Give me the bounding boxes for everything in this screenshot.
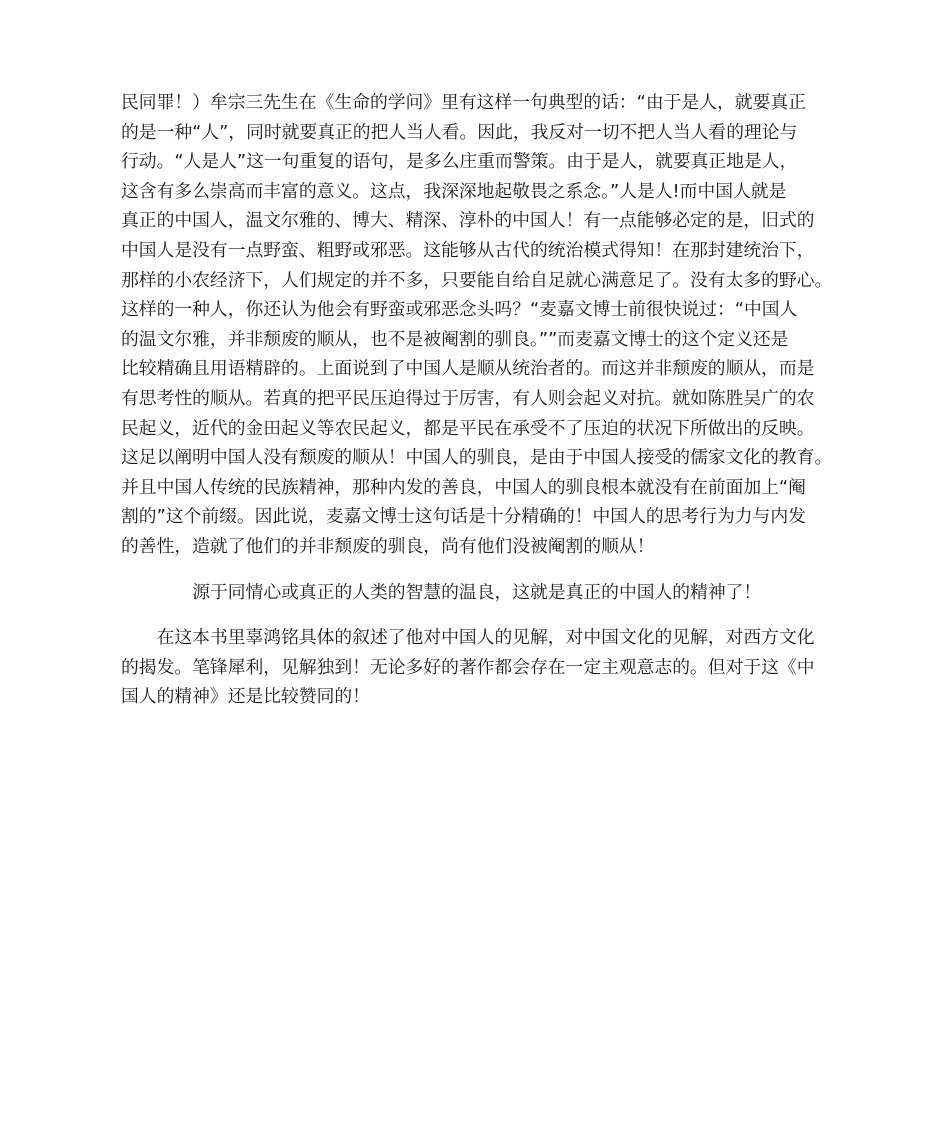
text-line: 的温文尔雅，并非颓废的顺从，也不是被阉割的驯良。””而麦嘉文博士的这个定义还是 <box>121 328 789 350</box>
text-line: 的揭发。笔锋犀利，见解独到！无论多好的著作都会存在一定主观意志的。但对于这《中 <box>121 656 815 678</box>
text-line: 有思考性的顺从。若真的把平民压迫得过于厉害，有人则会起义对抗。就如陈胜吴广的农 <box>121 387 815 409</box>
text-line: 行动。“人是人”这一句重复的语句，是多么庄重而警策。由于是人，就要真正地是人， <box>121 151 798 173</box>
text-line: 的是一种“人”，同时就要真正的把人当人看。因此，我反对一切不把人当人看的理论与 <box>121 121 798 143</box>
document-page <box>121 88 833 712</box>
paragraph-3 <box>121 623 833 712</box>
text-line: 在这本书里辜鸿铭具体的叙述了他对中国人的见解，对中国文化的见解，对西方文化 <box>156 627 815 649</box>
text-line: 这样的一种人，你还认为他会有野蛮或邪恶念头吗？“麦嘉文博士前很快说过：“中国人 <box>121 299 798 321</box>
text-line: 民起义，近代的金田起义等农民起义，都是平民在承受不了压迫的状况下所做出的反映。 <box>121 417 815 439</box>
text-line: 割的”这个前缀。因此说，麦嘉文博士这句话是十分精确的！中国人的思考行为力与内发 <box>121 506 806 528</box>
text-line: 的善性，造就了他们的并非颓废的驯良，尚有他们没被阉割的顺从！ <box>121 535 655 557</box>
text-line: 源于同情心或真正的人类的智慧的温良，这就是真正的中国人的精神了！ <box>192 581 762 603</box>
text-line: 中国人是没有一点野蛮、粗野或邪恶。这能够从古代的统治模式得知！在那封建统治下， <box>121 239 815 261</box>
paragraph-2 <box>121 578 833 608</box>
text-line: 这含有多么崇高而丰富的意义。这点，我深深地起敬畏之系念。”人是人!而中国人就是 <box>121 180 787 202</box>
text-line: 比较精确且用语精辟的。上面说到了中国人是顺从统治者的。而这并非颓废的顺从，而是 <box>121 358 815 380</box>
text-line: 这足以阐明中国人没有颓废的顺从！中国人的驯良，是由于中国人接受的儒家文化的教育。 <box>121 447 833 469</box>
text-line: 民同罪！）牟宗三先生在《生命的学问》里有这样一句典型的话：“由于是人，就要真正 <box>121 92 806 113</box>
paragraph-1 <box>121 88 833 562</box>
text-line: 真正的中国人，温文尔雅的、博大、精深、淳朴的中国人！有一点能够必定的是，旧式的 <box>121 210 815 232</box>
text-line: 国人的精神》还是比较赞同的！ <box>121 686 370 708</box>
text-line: 那样的小农经济下，人们规定的并不多，只要能自给自足就心满意足了。没有太多的野心。 <box>121 269 833 291</box>
text-line: 并且中国人传统的民族精神，那种内发的善良，中国人的驯良根本就没有在前面加上“阉 <box>121 476 806 498</box>
